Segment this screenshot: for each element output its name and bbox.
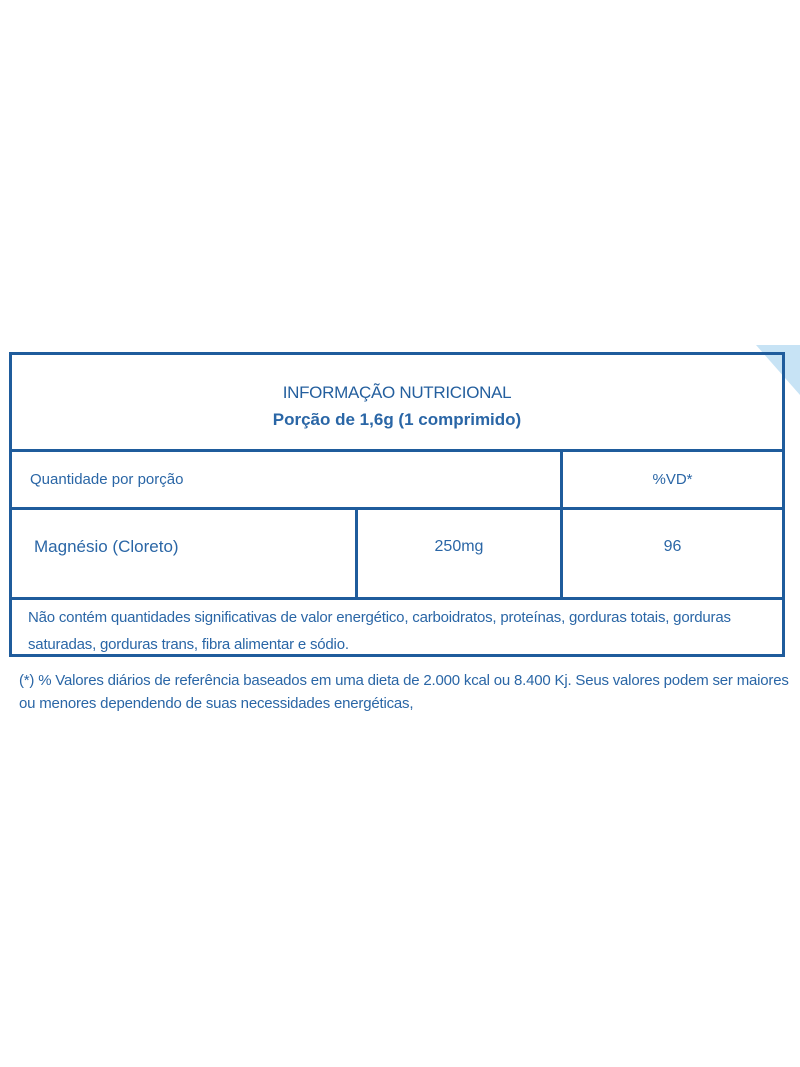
table-header (12, 355, 782, 452)
table-note-row (12, 600, 782, 657)
nutrient-amount: 250mg (358, 510, 563, 597)
portion-size: Porção de 1,6g (1 comprimido) (272, 410, 522, 429)
nutrient-vd: 96 (663, 537, 682, 555)
nutrition-facts-table (9, 352, 785, 657)
quantity-column-header: Quantidade por porção (12, 452, 563, 507)
column-headers-row (12, 452, 782, 510)
daily-values-footnote: (*) % Valores diários de referência baseados em uma dieta de 2.000 kcal ou 8.400 Kj. Seus valores podem ser maiores ou menores dependendo de suas necessidades energéticas, (19, 672, 789, 712)
table-row (12, 510, 782, 600)
vd-column-header: %VD* (652, 471, 693, 488)
insignificant-amounts-note: Não contém quantidades significativas de valor energético, carboidratos, proteínas, gorduras totais, gorduras saturadas, gorduras trans, fibra alimentar e sódio. (28, 609, 731, 653)
nutrient-name: Magnésio (Cloreto) (12, 510, 358, 597)
table-title: INFORMAÇÃO NUTRICIONAL (282, 383, 512, 402)
